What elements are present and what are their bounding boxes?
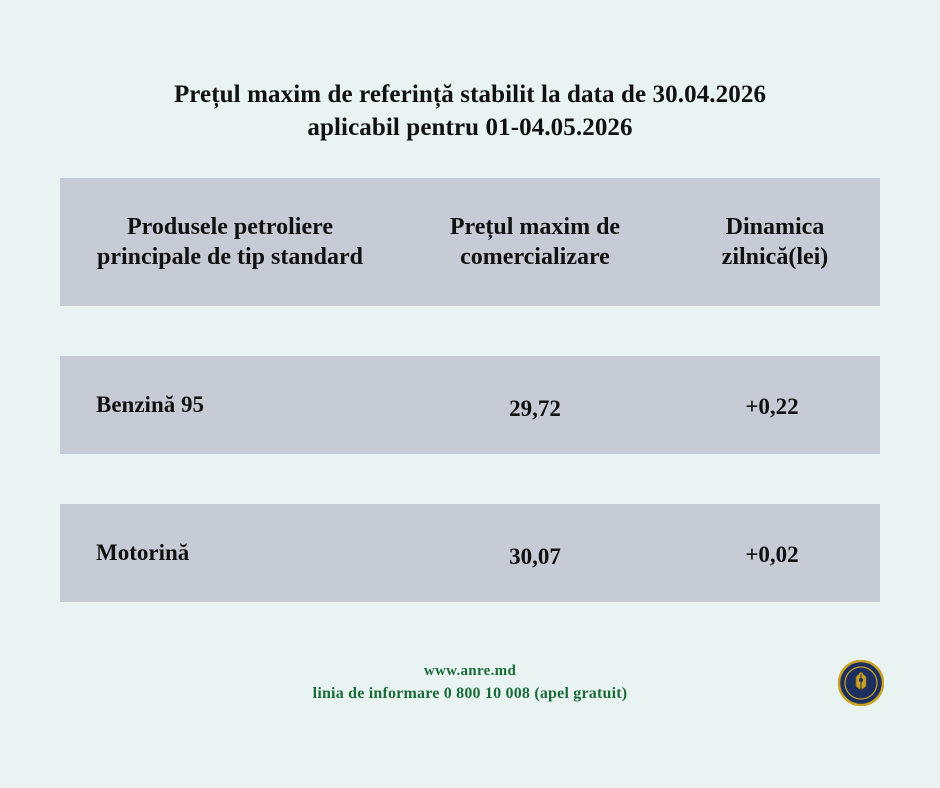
table-row	[60, 504, 880, 602]
title-line-1: Prețul maxim de referință stabilit la data de 30.04.2026	[173, 81, 767, 108]
footer-website[interactable]: www.anre.md	[423, 662, 517, 679]
cell-product: Benzină 95	[96, 392, 204, 417]
table-row	[60, 356, 880, 454]
title-line-2: aplicabil pentru 01-04.05.2026	[307, 114, 633, 141]
column-header-dynamic: Dinamica zilnică(lei)	[721, 214, 829, 270]
cell-product: Motorină	[96, 540, 190, 565]
footer	[0, 660, 940, 707]
cell-dynamic: +0,22	[745, 394, 799, 419]
fuel-price-table	[60, 178, 880, 602]
column-header-price: Prețul maxim de comercializare	[449, 214, 621, 270]
cell-price: 29,72	[509, 396, 561, 421]
column-header-product: Produsele petroliere principale de tip standard	[96, 214, 364, 270]
footer-phone: linia de informare 0 800 10 008 (apel gratuit)	[312, 685, 628, 702]
cell-dynamic: +0,02	[745, 542, 799, 567]
page-title	[0, 0, 940, 144]
table-header-row	[60, 178, 880, 306]
anre-logo-icon	[838, 660, 884, 706]
cell-price: 30,07	[509, 544, 561, 569]
